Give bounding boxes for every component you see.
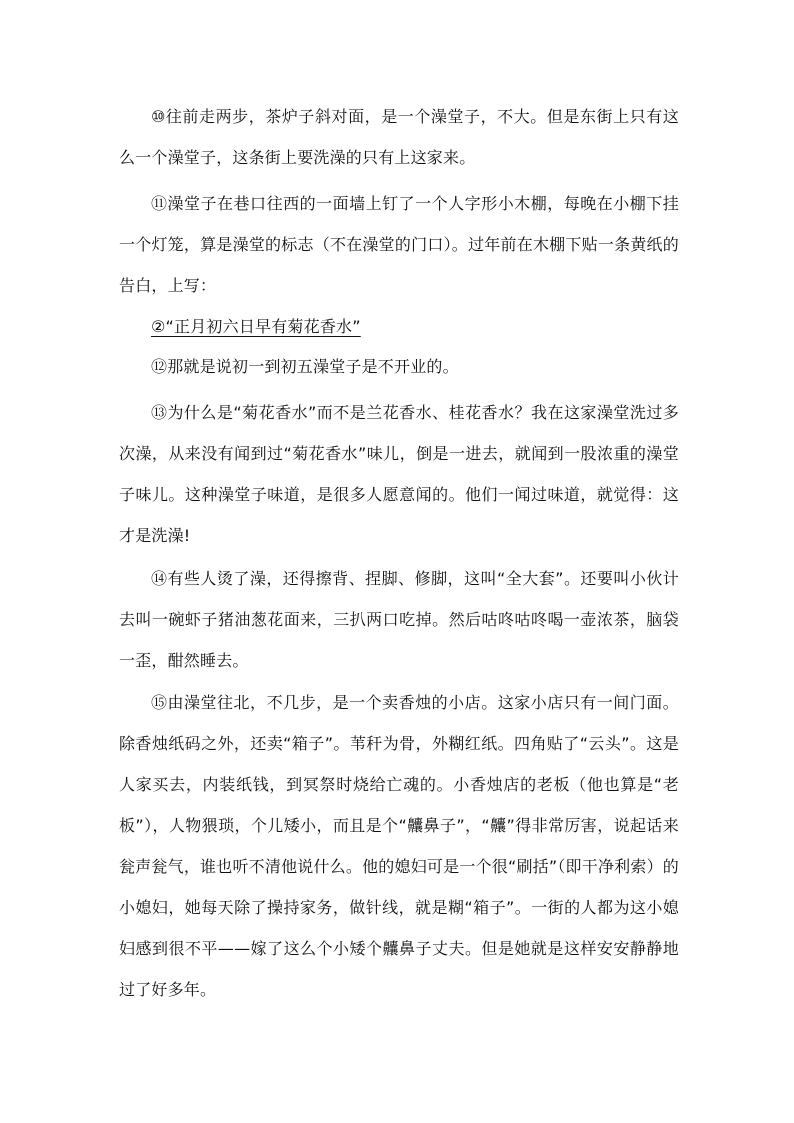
notice-text: ②“正月初六日早有菊花香水” [151,317,361,336]
paragraph-13: ⑬为什么是“菊花香水”而不是兰花香水、桂花香水？我在这家澡堂洗过多次澡，从来没有闻到过“菊花香水”味儿，倒是一进去，就闻到一股浓重的澡堂子味儿。这种澡堂子味道，是很多人愿意闻的。他们一闻过味道，就觉得：这才是洗澡! [119,403,679,545]
paragraph-11: ⑪澡堂子在巷口往西的一面墙上钉了一个人字形小木棚，每晚在小棚下挂一个灯笼，算是澡堂的标志（不在澡堂的门口）。过年前在木棚下贴一条黄纸的告白，上写： [119,194,679,295]
quoted-notice [119,306,679,347]
paragraph-10: ⑩往前走两步，茶炉子斜对面，是一个澡堂子，不大。但是东街上只有这么一个澡堂子，这条街上要洗澡的只有上这家来。 [119,107,679,167]
paragraph-12: ⑫那就是说初一到初五澡堂子是不开业的。 [151,357,459,376]
paragraph-14: ⑭有些人烫了澡，还得擦背、捏脚、修脚，这叫“全大套”。还要叫小伙计去叫一碗虾子猪油葱花面来，三扒两口吃掉。然后咕咚咕咚喝一壶浓茶，脑袋一歪，酣然睡去。 [119,569,679,670]
paragraph-15: ⑮由澡堂往北，不几步，是一个卖香烛的小店。这家小店只有一间门面。除香烛纸码之外，还卖“箱子”。苇秆为骨，外糊红纸。四角贴了“云头”。这是人家买去，内装纸钱，到冥祭时烧给亡魂的。小香烛店的老板（他也算是“老板”），人物猥琐，个儿矮小，而且是个“齉鼻子”，“齉”得非常厉害，说起话来瓮声瓮气，谁也听不清他说什么。他的媳妇可是一个很“刷括”（即干净利索）的小媳妇，她每天除了操持家务，做针线，就是糊“箱子”。一街的人都为这小媳妇感到很不平——嫁了这么个小矮个齉鼻子丈夫。但是她就是这样安安静静地过了好多年。 [119,693,679,999]
